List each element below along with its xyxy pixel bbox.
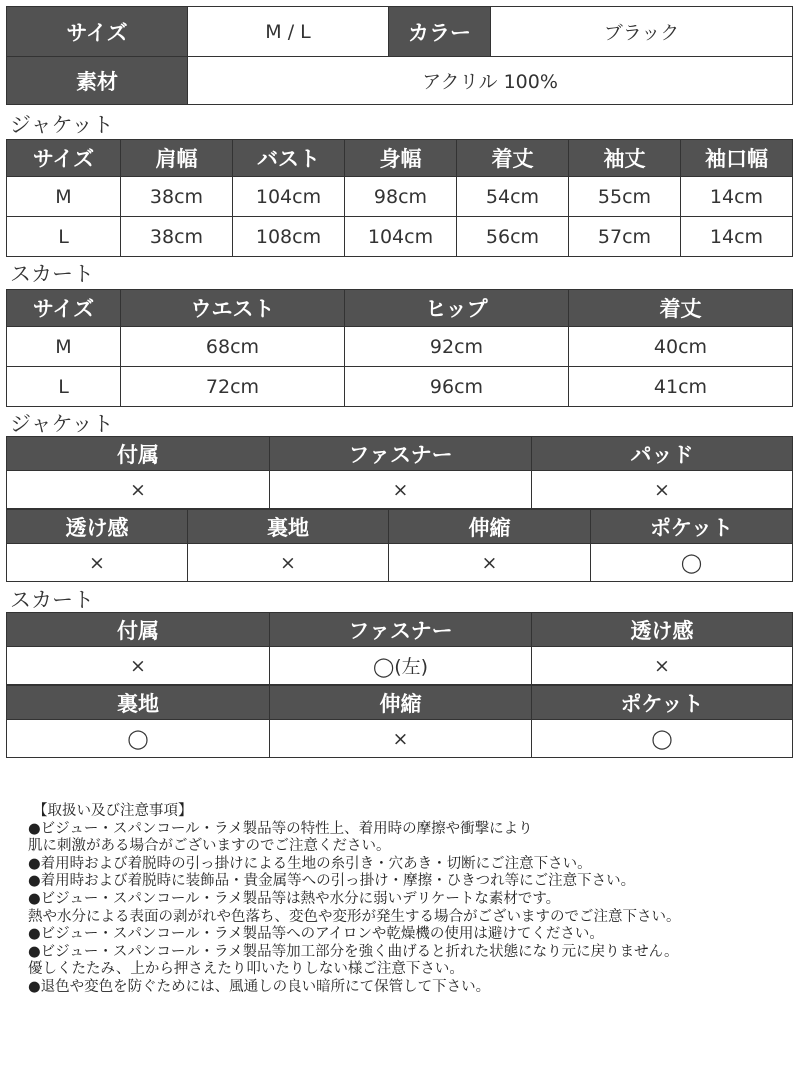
skirt-size-cell: M <box>7 327 121 367</box>
skirt-spec-value: × <box>532 647 793 685</box>
jacket-size-header: 袖口幅 <box>681 140 793 177</box>
jacket-size-cell: 104cm <box>233 177 345 217</box>
care-note-line: 優しくたたみ、上から押さえたり叩いたりしない様ご注意下さい。 <box>28 961 464 978</box>
jacket-spec-header: 伸縮 <box>389 510 591 544</box>
skirt-spec-title: スカート <box>10 588 94 612</box>
jacket-size-cell: 14cm <box>681 217 793 257</box>
skirt-spec-header: 透け感 <box>532 613 793 647</box>
jacket-spec-value: × <box>532 471 793 509</box>
care-note-line: 肌に刺激がある場合がございますのでご注意ください。 <box>28 838 391 855</box>
skirt-size-title: スカート <box>10 262 94 286</box>
color-value: ブラック <box>491 7 793 57</box>
jacket-spec-table-2 <box>6 509 793 582</box>
jacket-size-cell: 38cm <box>121 217 233 257</box>
size-label: サイズ <box>7 7 188 57</box>
jacket-spec-header: ファスナー <box>270 437 532 471</box>
skirt-size-cell: 41cm <box>569 367 793 407</box>
skirt-size-cell: 68cm <box>121 327 345 367</box>
jacket-spec-value: × <box>7 544 188 582</box>
skirt-spec-header: 裏地 <box>7 686 270 720</box>
care-notes <box>28 803 681 997</box>
jacket-size-cell: L <box>7 217 121 257</box>
jacket-size-cell: 98cm <box>345 177 457 217</box>
jacket-size-header: 身幅 <box>345 140 457 177</box>
jacket-size-header: サイズ <box>7 140 121 177</box>
jacket-size-cell: M <box>7 177 121 217</box>
jacket-size-header: バスト <box>233 140 345 177</box>
color-label: カラー <box>389 7 491 57</box>
skirt-spec-table-1 <box>6 612 793 685</box>
jacket-spec-value: × <box>389 544 591 582</box>
care-note-line: ●ビジュー・スパンコール・ラメ製品等へのアイロンや乾燥機の使用は避けてください。 <box>28 926 604 943</box>
jacket-size-cell: 14cm <box>681 177 793 217</box>
skirt-size-header: ヒップ <box>345 290 569 327</box>
jacket-size-cell: 104cm <box>345 217 457 257</box>
care-note-line: ●着用時および着脱時の引っ掛けによる生地の糸引き・穴あき・切断にご注意下さい。 <box>28 855 592 872</box>
skirt-spec-value: × <box>270 720 532 758</box>
jacket-size-cell: 54cm <box>457 177 569 217</box>
skirt-size-cell: 92cm <box>345 327 569 367</box>
skirt-size-header: サイズ <box>7 290 121 327</box>
jacket-spec-header: ポケット <box>591 510 793 544</box>
skirt-spec-value: ◯ <box>7 720 270 758</box>
skirt-spec-value: ◯ <box>532 720 793 758</box>
jacket-size-table <box>6 139 793 257</box>
care-note-line: ●ビジュー・スパンコール・ラメ製品等加工部分を強く曲げると折れた状態になり元に戻りません。 <box>28 943 679 960</box>
jacket-size-cell: 108cm <box>233 217 345 257</box>
skirt-spec-table-2 <box>6 685 793 758</box>
jacket-spec-header: 透け感 <box>7 510 188 544</box>
skirt-spec-header: ファスナー <box>270 613 532 647</box>
skirt-size-table <box>6 289 793 407</box>
basic-info-table <box>6 6 793 105</box>
skirt-size-cell: 96cm <box>345 367 569 407</box>
skirt-spec-header: ポケット <box>532 686 793 720</box>
skirt-size-cell: 72cm <box>121 367 345 407</box>
care-notes-title: 【取扱い及び注意事項】 <box>33 803 193 819</box>
jacket-spec-value: × <box>270 471 532 509</box>
jacket-spec-value: × <box>7 471 270 509</box>
skirt-size-header: 着丈 <box>569 290 793 327</box>
care-note-line: ●退色や変色を防ぐためには、風通しの良い暗所にて保管して下さい。 <box>28 978 491 995</box>
table-row <box>7 327 793 367</box>
jacket-spec-value: × <box>188 544 389 582</box>
jacket-spec-title: ジャケット <box>10 412 114 436</box>
skirt-size-cell: 40cm <box>569 327 793 367</box>
jacket-size-header: 肩幅 <box>121 140 233 177</box>
jacket-spec-header: 裏地 <box>188 510 389 544</box>
material-value: アクリル 100% <box>188 57 793 105</box>
jacket-size-cell: 56cm <box>457 217 569 257</box>
jacket-size-title: ジャケット <box>10 113 114 137</box>
skirt-spec-header: 付属 <box>7 613 270 647</box>
jacket-spec-header: 付属 <box>7 437 270 471</box>
care-note-line: ●ビジュー・スパンコール・ラメ製品等の特性上、着用時の摩擦や衝撃により <box>28 820 533 837</box>
table-row <box>7 177 793 217</box>
jacket-spec-value: ◯ <box>591 544 793 582</box>
skirt-size-header: ウエスト <box>121 290 345 327</box>
table-row <box>7 217 793 257</box>
table-row <box>7 367 793 407</box>
skirt-spec-value: ◯(左) <box>270 647 532 685</box>
jacket-spec-table-1 <box>6 436 793 509</box>
care-note-line: ●ビジュー・スパンコール・ラメ製品等は熱や水分に弱いデリケートな素材です。 <box>28 890 561 907</box>
jacket-size-header: 袖丈 <box>569 140 681 177</box>
jacket-size-cell: 55cm <box>569 177 681 217</box>
jacket-size-cell: 57cm <box>569 217 681 257</box>
care-note-line: 熱や水分による表面の剥がれや色落ち、変色や変形が発生する場合がございますのでご注意下さい。 <box>28 908 681 925</box>
care-note-line: ●着用時および着脱時に装飾品・貴金属等への引っ掛け・摩擦・ひきつれ等にご注意下さい。 <box>28 873 636 890</box>
skirt-size-cell: L <box>7 367 121 407</box>
jacket-size-header: 着丈 <box>457 140 569 177</box>
jacket-size-cell: 38cm <box>121 177 233 217</box>
skirt-spec-value: × <box>7 647 270 685</box>
material-label: 素材 <box>7 57 188 105</box>
size-value: M / L <box>188 7 389 57</box>
jacket-spec-header: パッド <box>532 437 793 471</box>
skirt-spec-header: 伸縮 <box>270 686 532 720</box>
